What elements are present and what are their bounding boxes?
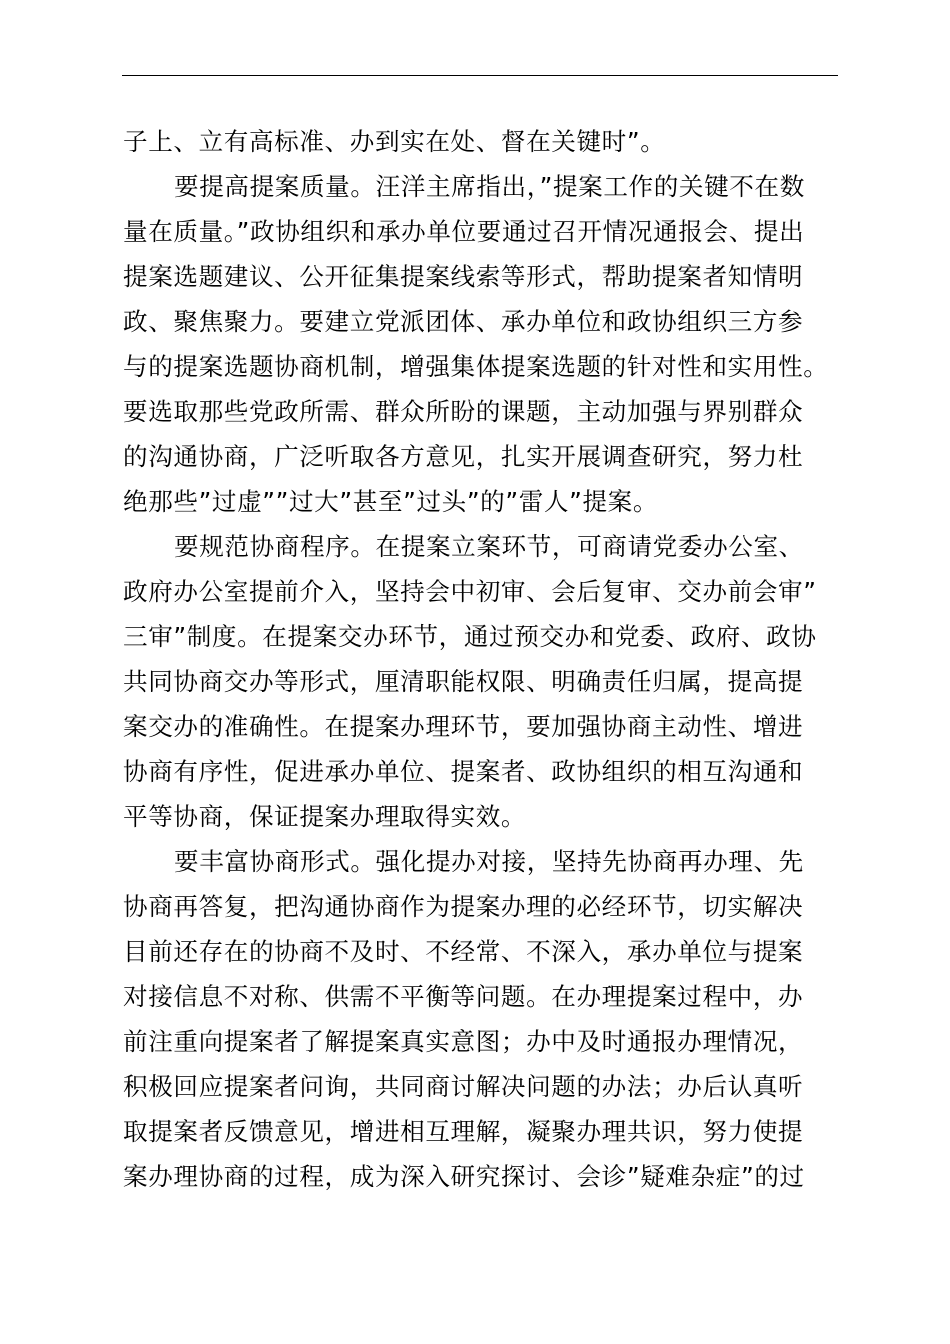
text-line-17: 要丰富协商形式。强化提办对接，坚持先协商再办理、先 xyxy=(174,847,804,876)
text-line-19: 目前还存在的协商不及时、不经常、不深入，承办单位与提案 xyxy=(123,937,804,966)
text-line-23: 取提案者反馈意见，增进相互理解，凝聚办理共识，努力使提 xyxy=(123,1117,804,1146)
text-line-2: 要提高提案质量。汪洋主席指出，”提案工作的关键不在数 xyxy=(174,172,805,201)
text-line-18: 协商再答复，把沟通协商作为提案办理的必经环节，切实解决 xyxy=(123,892,804,921)
text-line-14: 案交办的准确性。在提案办理环节，要加强协商主动性、增进 xyxy=(123,712,804,741)
text-line-7: 要选取那些党政所需、群众所盼的课题，主动加强与界别群众 xyxy=(123,397,804,426)
header-rule xyxy=(122,75,838,76)
text-line-15: 协商有序性，促进承办单位、提案者、政协组织的相互沟通和 xyxy=(123,757,804,786)
text-line-13: 共同协商交办等形式，厘清职能权限、明确责任归属，提高提 xyxy=(123,667,804,696)
text-line-11: 政府办公室提前介入，坚持会中初审、会后复审、交办前会审” xyxy=(123,577,817,606)
text-line-24: 案办理协商的过程，成为深入研究探讨、会诊”疑难杂症”的过 xyxy=(123,1162,805,1191)
text-line-16: 平等协商，保证提案办理取得实效。 xyxy=(123,802,527,831)
text-line-12: 三审”制度。在提案交办环节，通过预交办和党委、政府、政协 xyxy=(123,622,817,651)
text-line-5: 政、聚焦聚力。要建立党派团体、承办单位和政协组织三方参 xyxy=(123,307,804,336)
text-line-21: 前注重向提案者了解提案真实意图；办中及时通报办理情况， xyxy=(123,1027,804,1056)
text-line-8: 的沟通协商，广泛听取各方意见，扎实开展调查研究，努力杜 xyxy=(123,442,804,471)
text-line-10: 要规范协商程序。在提案立案环节，可商请党委办公室、 xyxy=(174,532,804,561)
text-line-4: 提案选题建议、公开征集提案线索等形式，帮助提案者知情明 xyxy=(123,262,804,291)
text-line-20: 对接信息不对称、供需不平衡等问题。在办理提案过程中，办 xyxy=(123,982,804,1011)
text-line-1: 子上、立有高标准、办到实在处、督在关键时”。 xyxy=(123,127,666,156)
text-line-3: 量在质量。”政协组织和承办单位要通过召开情况通报会、提出 xyxy=(123,217,805,246)
text-line-9: 绝那些”过虚””过大”甚至”过头”的”雷人”提案。 xyxy=(123,487,659,516)
text-line-22: 积极回应提案者问询，共同商讨解决问题的办法；办后认真听 xyxy=(123,1072,804,1101)
text-line-6: 与的提案选题协商机制，增强集体提案选题的针对性和实用性。 xyxy=(123,352,829,381)
